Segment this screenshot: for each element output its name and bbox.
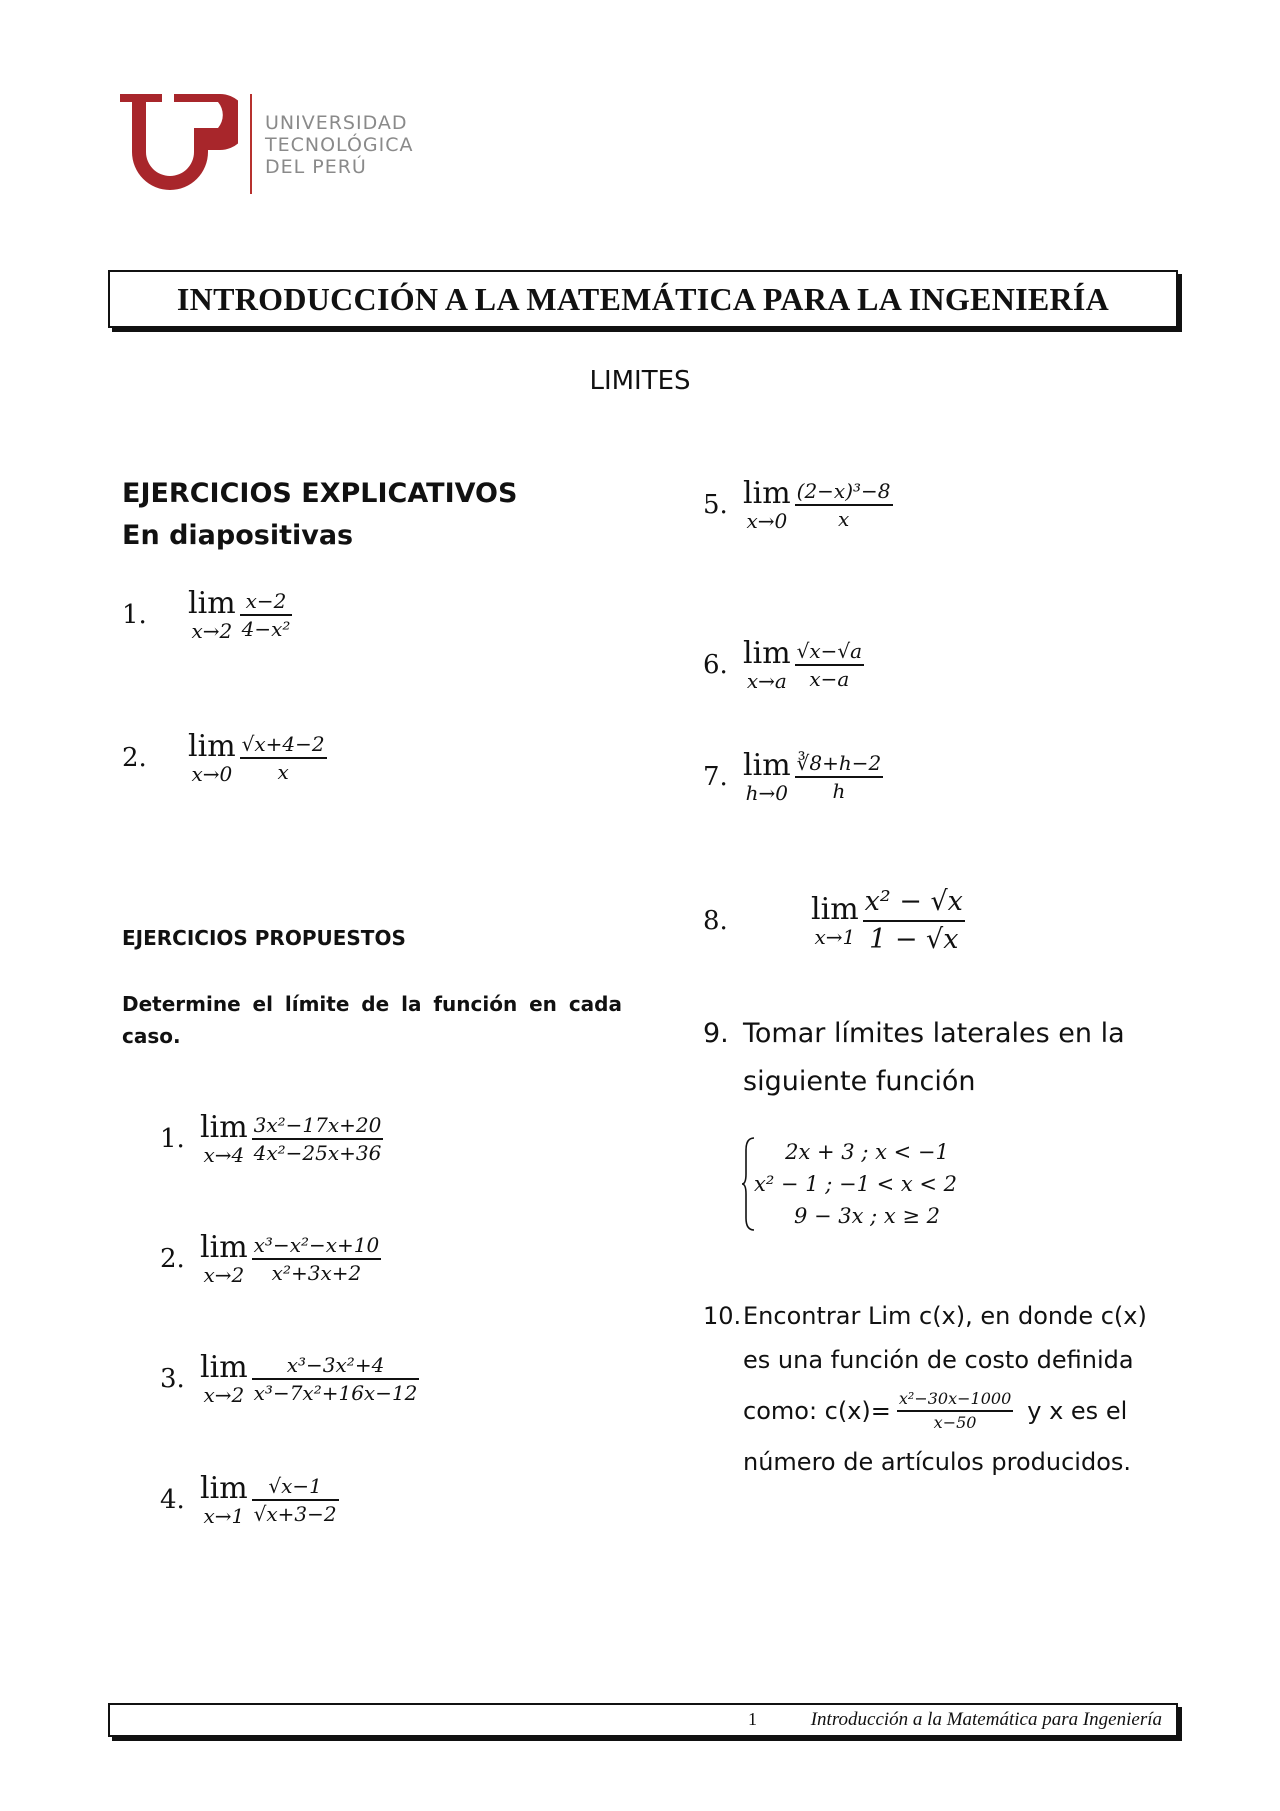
exercise-9-line-1: Tomar límites laterales en la: [743, 1018, 1125, 1049]
lim-subscript: x→0: [746, 509, 788, 533]
lim-subscript: x→2: [203, 1383, 245, 1407]
numerator: √x−√a: [795, 638, 864, 666]
cost-denominator: x−50: [933, 1413, 977, 1432]
exercise-9-number: 9.: [703, 1018, 729, 1049]
logo-line-3: DEL PERÚ: [265, 156, 367, 178]
heading-propuestos: EJERCICIOS PROPUESTOS: [122, 926, 406, 950]
fraction: [795, 750, 884, 804]
cost-numerator: x²−30x−1000: [897, 1388, 1013, 1412]
exercise-number: 7.: [703, 762, 728, 792]
exercise-number: 6.: [703, 650, 728, 680]
denominator: x: [837, 507, 850, 531]
lim-subscript: x→0: [191, 762, 233, 786]
exercise-explicativo-6: [703, 638, 864, 692]
numerator: ∛8+h−2: [795, 750, 884, 778]
denominator: 1 − √x: [869, 924, 959, 955]
limit-operator: [188, 588, 236, 642]
numerator: √x−1: [252, 1473, 339, 1501]
logo-text: [265, 112, 414, 178]
denominator: 4−x²: [241, 617, 291, 641]
piece-2: x² − 1 ; −1 < x < 2: [754, 1172, 958, 1196]
denominator: 4x²−25x+36: [253, 1141, 382, 1165]
lim-label: lim: [188, 586, 236, 621]
limit-operator: [200, 1352, 248, 1406]
limit-operator: [743, 478, 791, 532]
lim-label: lim: [743, 476, 791, 511]
exercise-10-line-1: Encontrar Lim c(x), en donde c(x): [743, 1302, 1147, 1330]
limit-operator: [188, 731, 236, 785]
heading-explicativos: EJERCICIOS EXPLICATIVOS: [122, 478, 518, 509]
exercise-explicativo-1: [122, 588, 292, 642]
footer-text: Introducción a la Matemática para Ingeniería: [810, 1709, 1162, 1730]
lim-label: lim: [200, 1350, 248, 1385]
piecewise-lines: [752, 1136, 982, 1232]
exercise-9-line-2: siguiente función: [743, 1066, 976, 1097]
denominator: h: [832, 779, 846, 803]
numerator: (2−x)³−8: [795, 478, 893, 506]
cost-suffix: y x es el: [1027, 1397, 1128, 1425]
exercise-10-number: 10.: [703, 1302, 742, 1330]
piece-1: 2x + 3 ; x < −1: [785, 1140, 949, 1164]
numerator: √x+4−2: [240, 731, 327, 759]
fraction: [795, 478, 893, 532]
denominator: √x+3−2: [253, 1502, 337, 1526]
exercise-number: 5.: [703, 490, 728, 520]
page-title: INTRODUCCIÓN A LA MATEMÁTICA PARA LA INGENIERÍA: [176, 281, 1110, 317]
exercise-number: 8.: [703, 906, 728, 936]
denominator: x−a: [809, 667, 850, 691]
lim-subscript: x→1: [203, 1504, 245, 1528]
exercise-number: 2.: [122, 743, 147, 773]
exercise-propuesto-2: [160, 1232, 381, 1286]
lim-label: lim: [743, 636, 791, 671]
lim-subscript: x→1: [814, 925, 856, 949]
page-number: 1: [748, 1709, 757, 1729]
footer: [108, 1703, 1178, 1737]
instruction-text: Determine el límite de la función en cada caso.: [122, 992, 622, 1048]
lim-label: lim: [200, 1471, 248, 1506]
exercise-propuesto-1: [160, 1112, 383, 1166]
denominator: x³−7x²+16x−12: [253, 1381, 418, 1405]
lim-label: lim: [188, 729, 236, 764]
denominator: x²+3x+2: [271, 1261, 362, 1285]
exercise-number: 4.: [160, 1485, 185, 1515]
lim-subscript: x→2: [191, 619, 233, 643]
exercise-propuesto-3: [160, 1352, 419, 1406]
limit-operator: [200, 1473, 248, 1527]
fraction: [252, 1352, 420, 1406]
title-box: [108, 270, 1178, 328]
exercise-10-line-4: número de artículos producidos.: [743, 1448, 1132, 1476]
exercise-number: 1.: [122, 600, 147, 630]
lim-label: lim: [200, 1110, 248, 1145]
limit-operator: [200, 1112, 248, 1166]
heading-diapositivas: En diapositivas: [122, 520, 354, 551]
fraction: [863, 884, 965, 958]
cost-prefix: como: c(x)=: [743, 1397, 891, 1425]
exercise-number: 3.: [160, 1364, 185, 1394]
denominator: x: [277, 760, 289, 784]
limit-operator: [200, 1232, 248, 1286]
fraction: [252, 1473, 339, 1527]
fraction: [795, 638, 864, 692]
cost-fraction: [897, 1388, 1013, 1434]
exercise-explicativo-7: [703, 750, 883, 804]
logo-line-2: TECNOLÓGICA: [265, 134, 414, 156]
utp-logo-icon: [120, 94, 238, 198]
lim-subscript: x→4: [203, 1143, 245, 1167]
fraction: [240, 588, 293, 642]
exercise-explicativo-5: [703, 478, 893, 532]
numerator: x³−3x²+4: [252, 1352, 420, 1380]
fraction: [240, 731, 327, 785]
subtitle: LIMITES: [589, 366, 691, 396]
limit-operator: [743, 638, 791, 692]
exercise-propuesto-4: [160, 1473, 339, 1527]
limit-operator: [743, 750, 791, 804]
fraction: [252, 1112, 384, 1166]
numerator: x−2: [240, 588, 293, 616]
exercise-10-line-2: es una función de costo definida: [743, 1346, 1134, 1374]
exercise-explicativo-8: [703, 884, 965, 958]
numerator: x² − √x: [863, 884, 965, 922]
exercise-explicativo-2: [122, 731, 327, 785]
lim-subscript: x→a: [746, 669, 787, 693]
lim-label: lim: [811, 892, 859, 927]
numerator: x³−x²−x+10: [252, 1232, 382, 1260]
logo-separator: [250, 94, 252, 194]
exercise-number: 1.: [160, 1124, 185, 1154]
numerator: 3x²−17x+20: [252, 1112, 384, 1140]
piece-3: 9 − 3x ; x ≥ 2: [793, 1204, 941, 1228]
fraction: [252, 1232, 382, 1286]
lim-label: lim: [743, 748, 791, 783]
lim-subscript: x→2: [203, 1263, 245, 1287]
lim-subscript: h→0: [745, 781, 788, 805]
limit-operator: [811, 894, 859, 948]
logo-line-1: UNIVERSIDAD: [265, 112, 408, 134]
exercise-10-line-3: [743, 1388, 1127, 1434]
exercise-number: 2.: [160, 1244, 185, 1274]
lim-label: lim: [200, 1230, 248, 1265]
